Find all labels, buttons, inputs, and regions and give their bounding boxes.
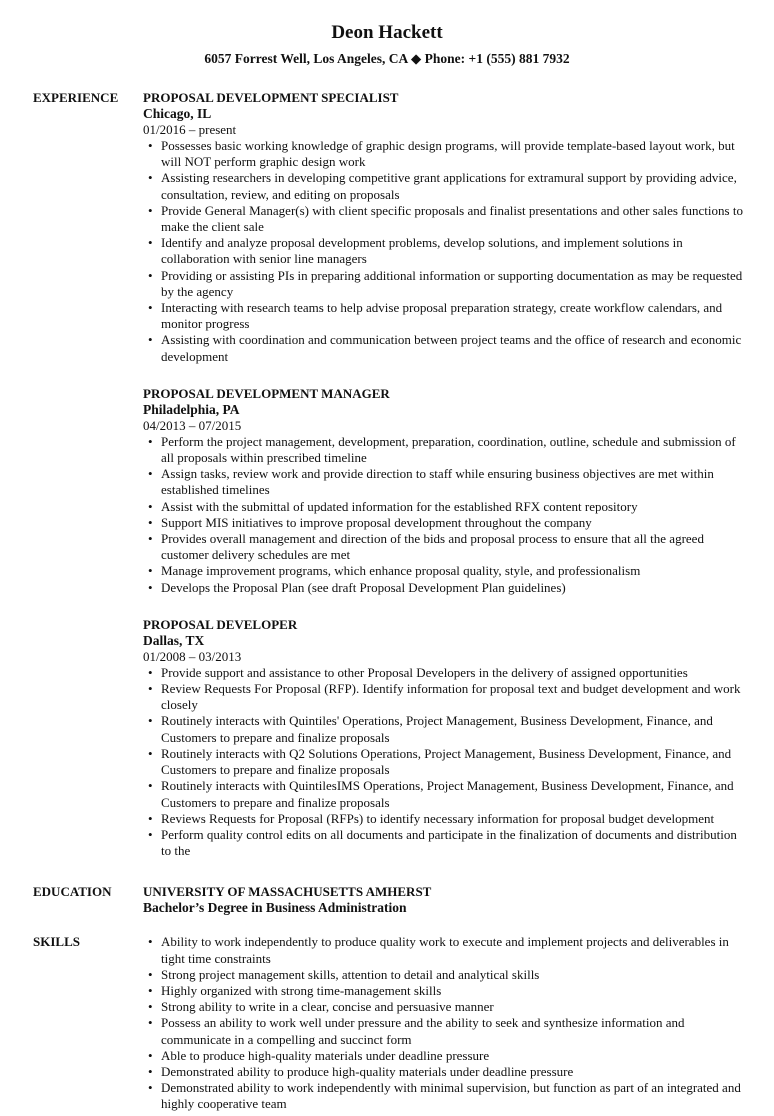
bullet-item: • Possesses basic working knowledge of graphic design programs, will provide template-based layout work, but will NOT perform graphic design work	[143, 138, 743, 170]
job-bullets	[143, 434, 743, 596]
job-entry	[143, 617, 743, 859]
bullet-item: • Routinely interacts with Quintiles' Operations, Project Management, Business Development, Finance, and Customers to prepare and finalize proposals	[143, 713, 743, 745]
bullet-item: • Develops the Proposal Plan (see draft Proposal Development Plan guidelines)	[143, 580, 743, 596]
job-location: Dallas, TX	[143, 632, 205, 648]
job-dates: 04/2013 – 07/2015	[143, 417, 242, 433]
skills-heading: SKILLS	[33, 934, 80, 950]
job-entry	[143, 386, 743, 596]
bullet-item: • Reviews Requests for Proposal (RFPs) to identify necessary information for proposal budget development	[143, 811, 743, 827]
bullet-item: • Manage improvement programs, which enhance proposal quality, style, and professionalism	[143, 563, 743, 579]
experience-heading: EXPERIENCE	[33, 90, 119, 105]
education-section	[0, 884, 774, 916]
bullet-item: • Highly organized with strong time-management skills	[143, 983, 743, 999]
bullet-item: • Provide General Manager(s) with client specific proposals and finalist presentations and other sales functions to make the client sale	[143, 203, 743, 235]
bullet-item: • Routinely interacts with QuintilesIMS Operations, Project Management, Business Development, Finance, and Customers to prepare and finalize proposals	[143, 778, 743, 810]
job-location: Philadelphia, PA	[143, 401, 240, 417]
job-entry	[143, 90, 743, 365]
bullet-item: • Routinely interacts with Q2 Solutions Operations, Project Management, Business Development, Finance, and Customers to prepare and finalize proposals	[143, 746, 743, 778]
contact-line: 6057 Forrest Well, Los Angeles, CA ◆ Phone: +1 (555) 881 7932	[204, 51, 570, 66]
bullet-item: • Demonstrated ability to work independently with minimal supervision, but function as part of an integrated and highly cooperative team	[143, 1080, 743, 1112]
degree-name: Bachelor’s Degree in Business Administration	[143, 900, 407, 916]
bullet-item: • Review Requests For Proposal (RFP). Identify information for proposal text and budget development and work closely	[143, 681, 743, 713]
bullet-item: • Ability to work independently to produce quality work to execute and implement projects and deliverables in tight time constraints	[143, 934, 743, 966]
bullet-item: • Providing or assisting PIs in preparing additional information or supporting documentation as may be requested by the agency	[143, 268, 743, 300]
experience-section	[0, 90, 774, 859]
bullet-item: • Perform the project management, development, preparation, coordination, outline, schedule and submission of all proposals within prescribed timeline	[143, 434, 743, 466]
job-title: PROPOSAL DEVELOPMENT SPECIALIST	[143, 90, 399, 105]
education-heading: EDUCATION	[33, 884, 112, 900]
experience-body	[143, 90, 743, 859]
bullet-item: • Assign tasks, review work and provide direction to staff while ensuring business objectives are met within established timelines	[143, 466, 743, 498]
skills-body	[143, 934, 743, 1112]
job-title: PROPOSAL DEVELOPER	[143, 616, 298, 632]
resume-header	[0, 0, 774, 68]
bullet-item: • Strong project management skills, attention to detail and analytical skills	[143, 967, 743, 983]
bullet-item: • Demonstrated ability to produce high-quality materials under deadline pressure	[143, 1064, 743, 1080]
bullet-item: • Identify and analyze proposal development problems, develop solutions, and implement solutions in collaboration with senior line managers	[143, 235, 743, 267]
skills-bullets	[143, 934, 743, 1112]
bullet-item: • Assisting researchers in developing competitive grant applications for extramural support by providing advice, consultation, review, and editing on proposals	[143, 170, 743, 202]
job-dates: 01/2016 – present	[143, 122, 237, 137]
bullet-item: • Interacting with research teams to help advise proposal preparation strategy, create workflow calendars, and monitor progress	[143, 300, 743, 332]
job-bullets	[143, 665, 743, 859]
school-name: UNIVERSITY OF MASSACHUSETTS AMHERST	[143, 884, 432, 900]
bullet-item: • Provides overall management and direction of the bids and proposal process to ensure that all the agreed customer delivery schedules are met	[143, 531, 743, 563]
job-title: PROPOSAL DEVELOPMENT MANAGER	[143, 385, 390, 401]
job-dates: 01/2008 – 03/2013	[143, 648, 242, 664]
bullet-item: • Provide support and assistance to other Proposal Developers in the delivery of assigned opportunities	[143, 665, 743, 681]
job-location: Chicago, IL	[143, 106, 212, 121]
bullet-item: • Possess an ability to work well under pressure and the ability to seek and synthesize information and communicate in a compelling and succinct form	[143, 1015, 743, 1047]
bullet-item: • Assist with the submittal of updated information for the established RFX content repository	[143, 499, 743, 515]
bullet-item: • Strong ability to write in a clear, concise and persuasive manner	[143, 999, 743, 1015]
bullet-item: • Able to produce high-quality materials under deadline pressure	[143, 1048, 743, 1064]
bullet-item: • Perform quality control edits on all documents and participate in the finalization of documents and distribution to the	[143, 827, 743, 859]
job-bullets	[143, 138, 743, 365]
skills-section	[0, 934, 774, 1112]
candidate-name: Deon Hackett	[331, 22, 443, 43]
education-body	[143, 884, 743, 916]
bullet-item: • Assisting with coordination and communication between project teams and the office of research and economic development	[143, 332, 743, 364]
bullet-item: • Support MIS initiatives to improve proposal development throughout the company	[143, 515, 743, 531]
